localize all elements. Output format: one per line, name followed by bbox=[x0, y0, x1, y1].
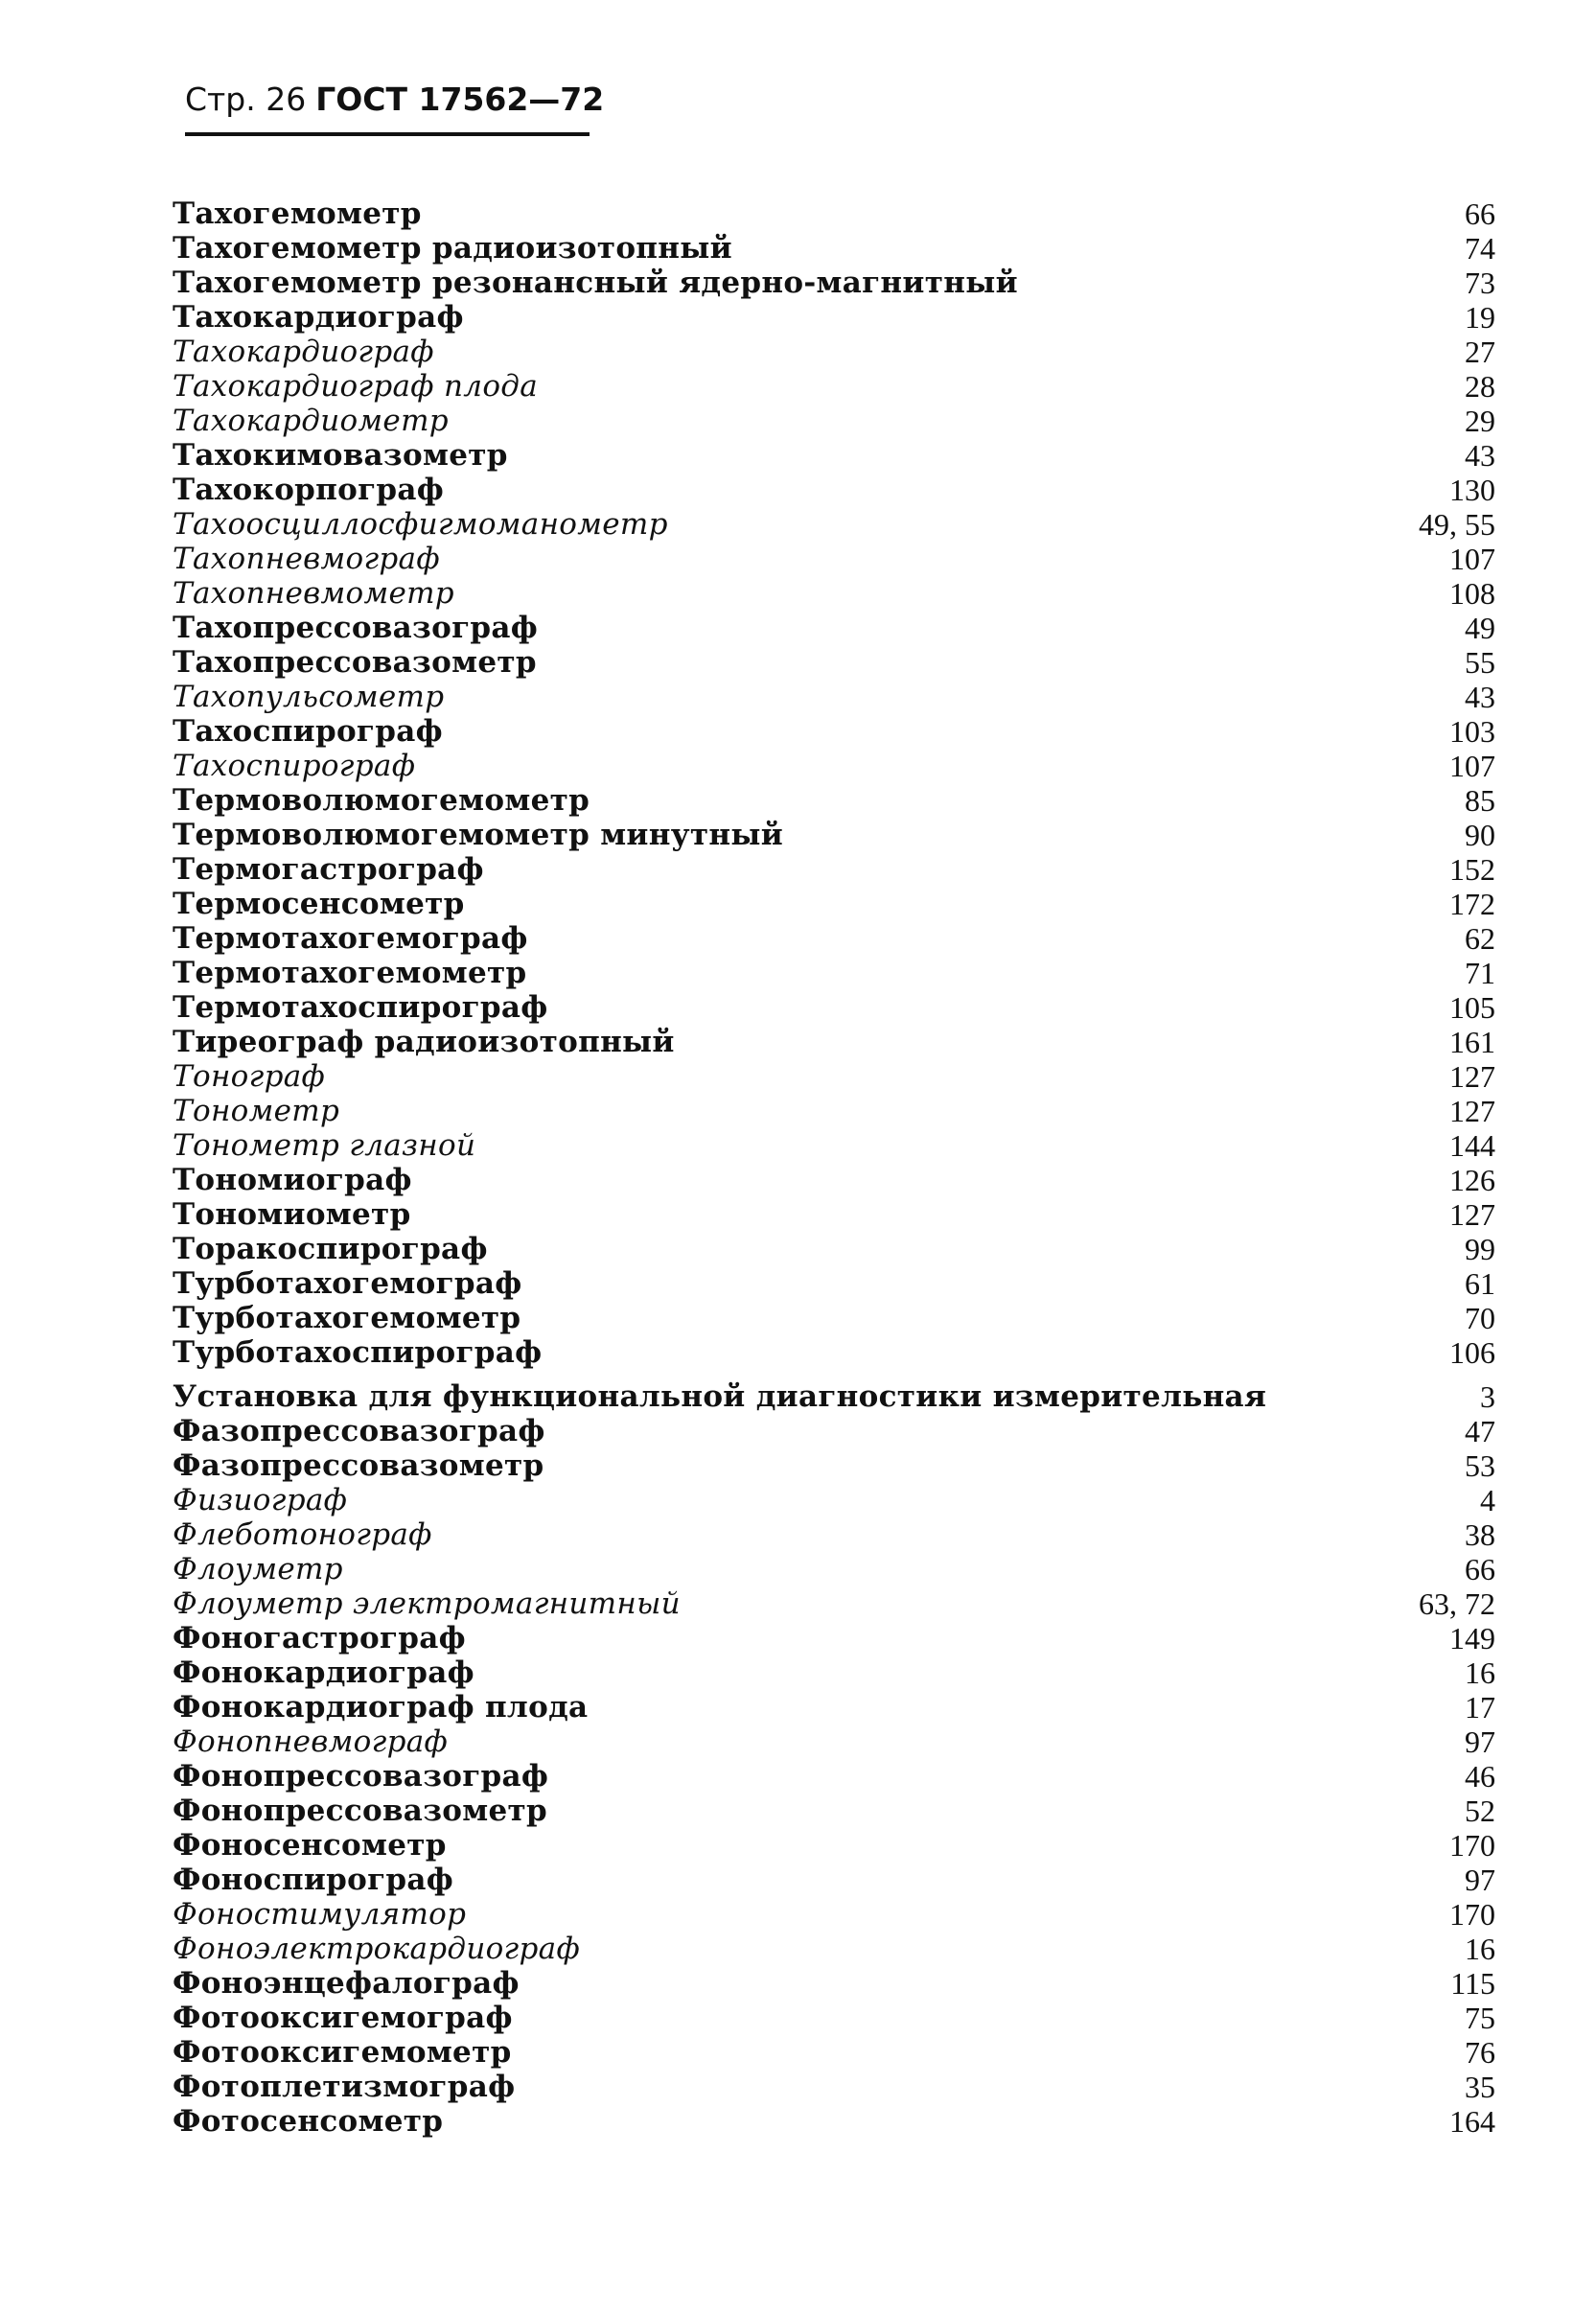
index-entry bbox=[173, 749, 1495, 783]
index-entry bbox=[173, 542, 1495, 576]
entry-page-ref: 106 bbox=[1449, 1335, 1495, 1370]
index-entry bbox=[173, 197, 1495, 231]
entry-page-ref: 75 bbox=[1465, 2001, 1495, 2035]
index-entry bbox=[173, 645, 1495, 680]
index-entry bbox=[173, 1863, 1495, 1897]
entry-term: Тонометр bbox=[173, 1094, 340, 1128]
entry-term: Установка для функциональной диагностики измерительная bbox=[173, 1379, 1267, 1414]
index-entry bbox=[173, 1759, 1495, 1794]
index-entry bbox=[173, 1448, 1495, 1483]
entry-term: Турботахогемометр bbox=[173, 1301, 521, 1335]
entry-term: Торакоспирограф bbox=[173, 1232, 488, 1266]
entry-page-ref: 144 bbox=[1449, 1128, 1495, 1163]
index-entry bbox=[173, 438, 1495, 473]
index-entry bbox=[173, 852, 1495, 887]
entry-term: Термогастрограф bbox=[173, 852, 484, 887]
index-entry bbox=[173, 231, 1495, 266]
index-entry bbox=[173, 611, 1495, 645]
entry-term: Фоногастрограф bbox=[173, 1621, 466, 1655]
entry-page-ref: 70 bbox=[1465, 1301, 1495, 1335]
entry-page-ref: 127 bbox=[1449, 1197, 1495, 1232]
index-entry bbox=[173, 404, 1495, 438]
entry-page-ref: 170 bbox=[1449, 1828, 1495, 1863]
entry-term: Фотооксигемограф bbox=[173, 2001, 513, 2035]
entry-term: Фотооксигемометр bbox=[173, 2035, 512, 2070]
entry-term: Фотоплетизмограф bbox=[173, 2070, 516, 2104]
entry-term: Тахопневмометр bbox=[173, 576, 454, 611]
entry-page-ref: 4 bbox=[1480, 1483, 1495, 1517]
index-entry bbox=[173, 1163, 1495, 1197]
index-entry bbox=[173, 507, 1495, 542]
index-entry bbox=[173, 1483, 1495, 1517]
entry-page-ref: 161 bbox=[1449, 1025, 1495, 1059]
index-entry bbox=[173, 1794, 1495, 1828]
entry-page-ref: 3 bbox=[1480, 1379, 1495, 1414]
index-entry bbox=[173, 956, 1495, 990]
entry-term: Тонометр глазной bbox=[173, 1128, 476, 1163]
entry-term: Фонокардиограф bbox=[173, 1655, 474, 1690]
index-entry bbox=[173, 1517, 1495, 1552]
entry-term: Тахопневмограф bbox=[173, 542, 440, 576]
entry-term: Фоноспирограф bbox=[173, 1863, 453, 1897]
index-entry bbox=[173, 1414, 1495, 1448]
entry-page-ref: 19 bbox=[1465, 300, 1495, 335]
entry-page-ref: 152 bbox=[1449, 852, 1495, 887]
entry-page-ref: 108 bbox=[1449, 576, 1495, 611]
index-list bbox=[173, 197, 1495, 2139]
entry-term: Тахоспирограф bbox=[173, 749, 416, 783]
index-entry bbox=[173, 2104, 1495, 2139]
index-entry bbox=[173, 1552, 1495, 1586]
entry-term: Тахокардиограф плода bbox=[173, 369, 539, 404]
index-entry bbox=[173, 335, 1495, 369]
entry-page-ref: 46 bbox=[1465, 1759, 1495, 1794]
entry-term: Флеботонограф bbox=[173, 1517, 432, 1552]
entry-term: Физиограф bbox=[173, 1483, 348, 1517]
index-entry bbox=[173, 473, 1495, 507]
index-entry bbox=[173, 1655, 1495, 1690]
entry-term: Термотахоспирограф bbox=[173, 990, 548, 1025]
index-entry bbox=[173, 1059, 1495, 1094]
entry-term: Тахокардиограф bbox=[173, 300, 464, 335]
entry-page-ref: 127 bbox=[1449, 1094, 1495, 1128]
entry-page-ref: 53 bbox=[1465, 1448, 1495, 1483]
index-entry bbox=[173, 266, 1495, 300]
index-entry bbox=[173, 1301, 1495, 1335]
entry-term: Тахокимовазометр bbox=[173, 438, 508, 473]
entry-page-ref: 49 bbox=[1465, 611, 1495, 645]
entry-page-ref: 71 bbox=[1465, 956, 1495, 990]
entry-page-ref: 127 bbox=[1449, 1059, 1495, 1094]
index-entry bbox=[173, 887, 1495, 921]
page-number: Стр. 26 bbox=[185, 81, 307, 118]
entry-page-ref: 164 bbox=[1449, 2104, 1495, 2139]
entry-page-ref: 61 bbox=[1465, 1266, 1495, 1301]
index-entry bbox=[173, 818, 1495, 852]
entry-term: Фонопрессовазограф bbox=[173, 1759, 549, 1794]
entry-page-ref: 66 bbox=[1465, 197, 1495, 231]
index-entry bbox=[173, 1690, 1495, 1725]
entry-term: Фоносенсометр bbox=[173, 1828, 447, 1863]
entry-page-ref: 97 bbox=[1465, 1863, 1495, 1897]
entry-page-ref: 38 bbox=[1465, 1517, 1495, 1552]
entry-term: Термоволюмогемометр минутный bbox=[173, 818, 784, 852]
index-entry bbox=[173, 1232, 1495, 1266]
entry-page-ref: 107 bbox=[1449, 749, 1495, 783]
entry-term: Турботахоспирограф bbox=[173, 1335, 543, 1370]
index-entry bbox=[173, 783, 1495, 818]
entry-term: Термотахогемограф bbox=[173, 921, 528, 956]
entry-term: Тахокардиограф bbox=[173, 335, 434, 369]
entry-page-ref: 17 bbox=[1465, 1690, 1495, 1725]
entry-page-ref: 16 bbox=[1465, 1655, 1495, 1690]
entry-term: Тахокардиометр bbox=[173, 404, 449, 438]
entry-term: Тахопульсометр bbox=[173, 680, 445, 714]
entry-term: Фонопневмограф bbox=[173, 1725, 449, 1759]
entry-term: Тиреограф радиоизотопный bbox=[173, 1025, 675, 1059]
standard-code: ГОСТ 17562—72 bbox=[315, 81, 605, 118]
entry-page-ref: 27 bbox=[1465, 335, 1495, 369]
entry-page-ref: 99 bbox=[1465, 1232, 1495, 1266]
entry-term: Флоуметр электромагнитный bbox=[173, 1586, 681, 1621]
index-entry bbox=[173, 1197, 1495, 1232]
entry-page-ref: 90 bbox=[1465, 818, 1495, 852]
entry-page-ref: 35 bbox=[1465, 2070, 1495, 2104]
index-entry bbox=[173, 1335, 1495, 1370]
entry-term: Тахоспирограф bbox=[173, 714, 443, 749]
entry-term: Тономиометр bbox=[173, 1197, 411, 1232]
index-entry bbox=[173, 1094, 1495, 1128]
entry-term: Термотахогемометр bbox=[173, 956, 527, 990]
entry-term: Тахогемометр радиоизотопный bbox=[173, 231, 732, 266]
entry-term: Тахогемометр bbox=[173, 197, 422, 231]
index-entry bbox=[173, 1025, 1495, 1059]
index-entry bbox=[173, 300, 1495, 335]
entry-page-ref: 170 bbox=[1449, 1897, 1495, 1932]
entry-term: Фотосенсометр bbox=[173, 2104, 444, 2139]
entry-page-ref: 105 bbox=[1449, 990, 1495, 1025]
index-entry bbox=[173, 1128, 1495, 1163]
entry-page-ref: 62 bbox=[1465, 921, 1495, 956]
entry-page-ref: 52 bbox=[1465, 1794, 1495, 1828]
entry-page-ref: 29 bbox=[1465, 404, 1495, 438]
header-rule bbox=[185, 132, 590, 136]
entry-page-ref: 126 bbox=[1449, 1163, 1495, 1197]
entry-page-ref: 47 bbox=[1465, 1414, 1495, 1448]
index-entry bbox=[173, 1932, 1495, 1966]
entry-term: Фонокардиограф плода bbox=[173, 1690, 589, 1725]
entry-page-ref: 115 bbox=[1450, 1966, 1495, 2001]
entry-term: Тахогемометр резонансный ядерно-магнитный bbox=[173, 266, 1018, 300]
index-entry bbox=[173, 2070, 1495, 2104]
entry-term: Тахопрессовазометр bbox=[173, 645, 537, 680]
entry-term: Тахопрессовазограф bbox=[173, 611, 539, 645]
page-header bbox=[185, 81, 604, 118]
entry-page-ref: 85 bbox=[1465, 783, 1495, 818]
entry-page-ref: 55 bbox=[1465, 645, 1495, 680]
entry-term: Флоуметр bbox=[173, 1552, 343, 1586]
index-entry bbox=[173, 1725, 1495, 1759]
entry-page-ref: 103 bbox=[1449, 714, 1495, 749]
entry-page-ref: 149 bbox=[1449, 1621, 1495, 1655]
entry-term: Термосенсометр bbox=[173, 887, 465, 921]
index-entry bbox=[173, 1379, 1495, 1414]
index-entry bbox=[173, 1966, 1495, 2001]
index-entry bbox=[173, 2001, 1495, 2035]
index-entry bbox=[173, 2035, 1495, 2070]
entry-term: Тономиограф bbox=[173, 1163, 412, 1197]
entry-term: Тонограф bbox=[173, 1059, 326, 1094]
index-entry bbox=[173, 576, 1495, 611]
index-entry bbox=[173, 1266, 1495, 1301]
entry-page-ref: 97 bbox=[1465, 1725, 1495, 1759]
index-entry bbox=[173, 921, 1495, 956]
entry-page-ref: 16 bbox=[1465, 1932, 1495, 1966]
index-entry bbox=[173, 1586, 1495, 1621]
entry-page-ref: 130 bbox=[1449, 473, 1495, 507]
entry-page-ref: 49, 55 bbox=[1419, 507, 1495, 542]
entry-page-ref: 28 bbox=[1465, 369, 1495, 404]
entry-page-ref: 74 bbox=[1465, 231, 1495, 266]
entry-page-ref: 172 bbox=[1449, 887, 1495, 921]
entry-term: Фоностимулятор bbox=[173, 1897, 467, 1932]
index-entry bbox=[173, 990, 1495, 1025]
entry-page-ref: 43 bbox=[1465, 680, 1495, 714]
index-entry bbox=[173, 1897, 1495, 1932]
entry-page-ref: 43 bbox=[1465, 438, 1495, 473]
entry-term: Фонопрессовазометр bbox=[173, 1794, 547, 1828]
entry-page-ref: 63, 72 bbox=[1419, 1586, 1495, 1621]
entry-page-ref: 76 bbox=[1465, 2035, 1495, 2070]
entry-term: Фазопрессовазограф bbox=[173, 1414, 545, 1448]
entry-term: Турботахогемограф bbox=[173, 1266, 522, 1301]
entry-page-ref: 66 bbox=[1465, 1552, 1495, 1586]
index-entry bbox=[173, 1621, 1495, 1655]
entry-term: Термоволюмогемометр bbox=[173, 783, 590, 818]
index-entry bbox=[173, 714, 1495, 749]
index-entry bbox=[173, 680, 1495, 714]
index-entry bbox=[173, 369, 1495, 404]
entry-term: Фоноэнцефалограф bbox=[173, 1966, 520, 2001]
entry-term: Тахокорпограф bbox=[173, 473, 445, 507]
entry-term: Фоноэлектрокардиограф bbox=[173, 1932, 581, 1966]
entry-term: Тахоосциллосфигмоманометр bbox=[173, 507, 668, 542]
index-entry bbox=[173, 1828, 1495, 1863]
entry-term: Фазопрессовазометр bbox=[173, 1448, 544, 1483]
entry-page-ref: 73 bbox=[1465, 266, 1495, 300]
entry-page-ref: 107 bbox=[1449, 542, 1495, 576]
